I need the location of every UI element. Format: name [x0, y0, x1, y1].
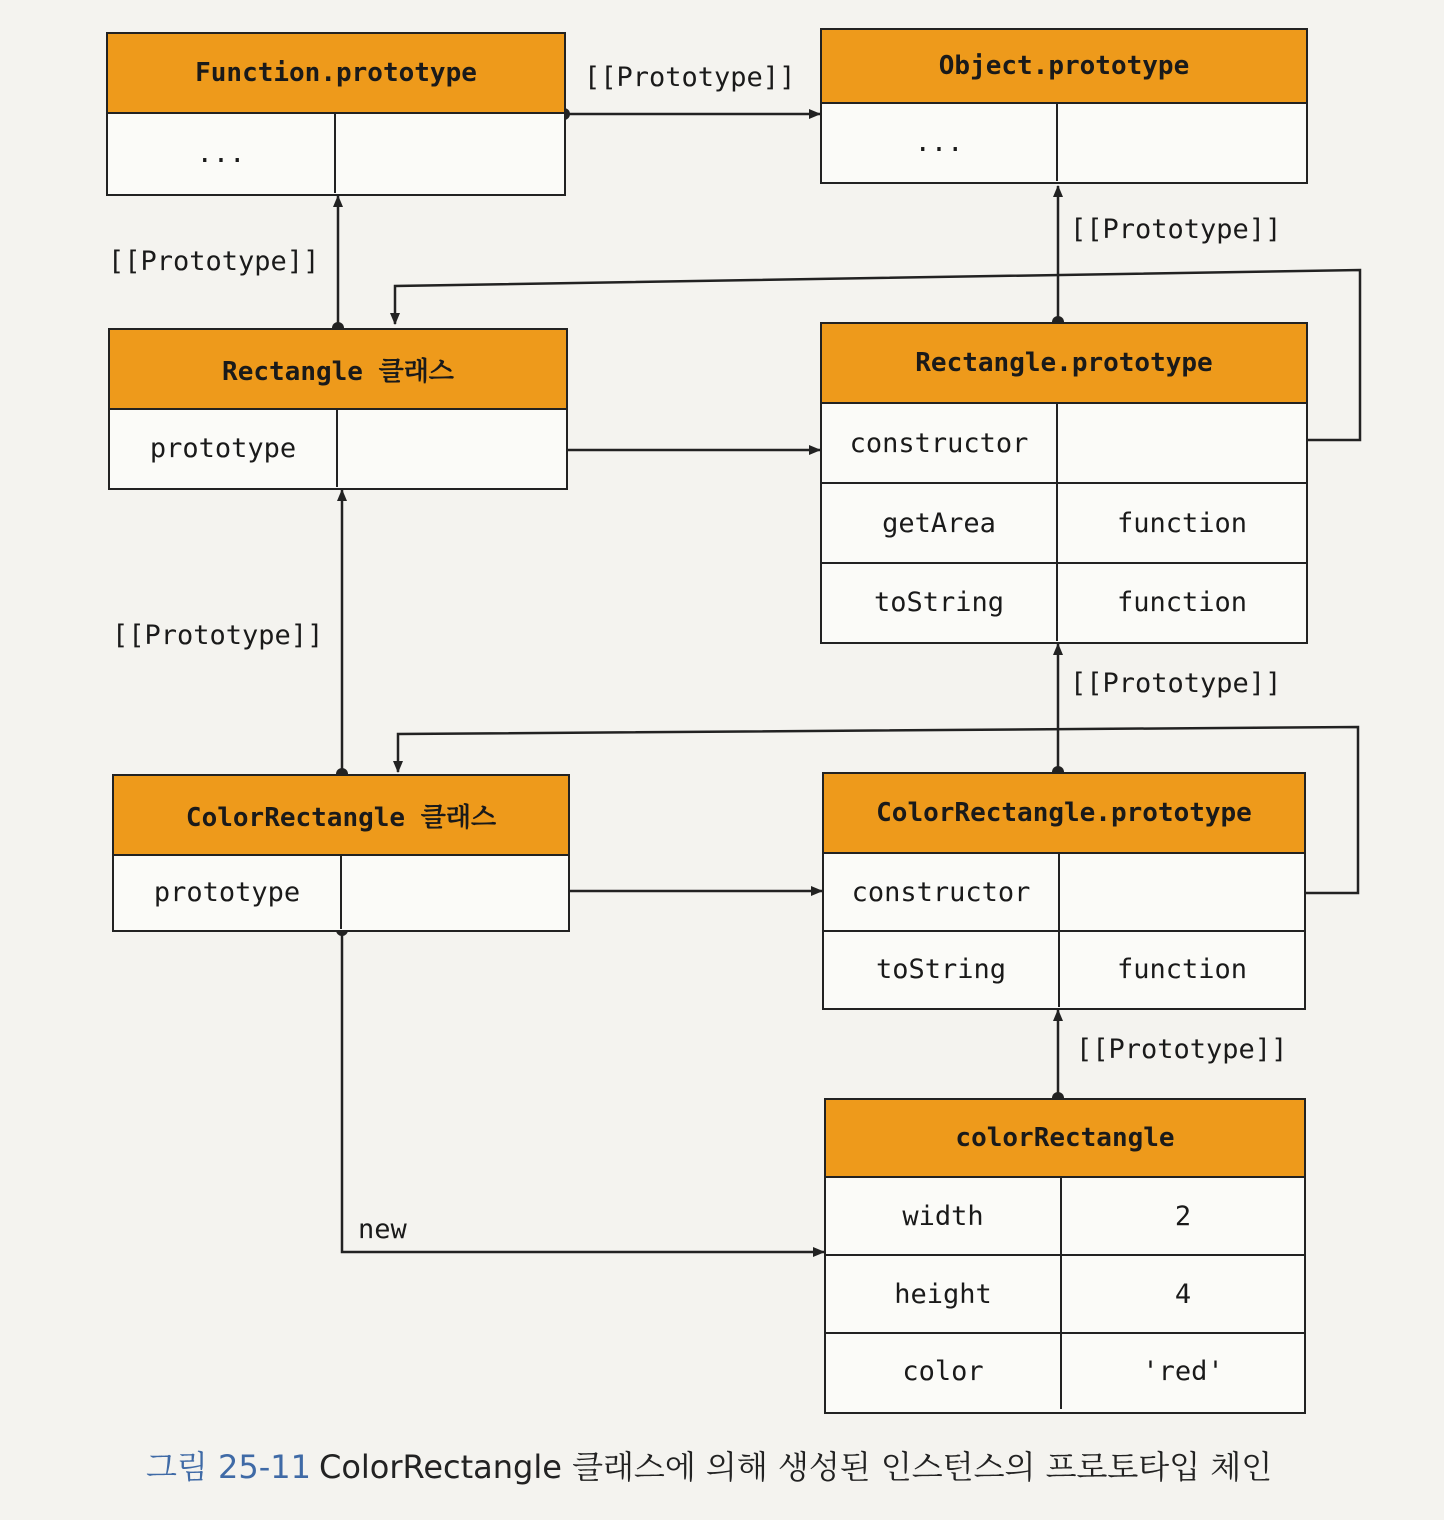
object-prototype-row-key: ... — [822, 104, 1058, 181]
colorrectangle-instance-row-height — [826, 1256, 1304, 1334]
rectangle-class-row — [110, 410, 566, 487]
rectangle-prototype-row-value: function — [1116, 587, 1248, 618]
edge-label-colorrectangle-class-to-rectangle-class: [[Prototype]] — [112, 620, 324, 651]
colorrectangle-class-row — [114, 856, 568, 929]
rectangle-class-box — [108, 328, 568, 490]
rectangle-class-row-key: prototype — [110, 410, 338, 487]
colorrectangle-instance-box — [824, 1098, 1306, 1414]
rectangle-prototype-box — [820, 322, 1308, 644]
edge-label-colorrectangle-prototype-to-rectangle-prototype: [[Prototype]] — [1070, 668, 1282, 699]
edge-label-instance-to-colorrectangle-prototype: [[Prototype]] — [1076, 1034, 1288, 1065]
edge-label-rectangle-prototype-to-object: [[Prototype]] — [1070, 214, 1282, 245]
edge-label-function-to-object: [[Prototype]] — [584, 62, 796, 93]
colorrectangle-instance-row-value: 2 — [1174, 1200, 1192, 1232]
function-prototype-row — [108, 114, 564, 193]
colorrectangle-instance-row-key: color — [826, 1334, 1062, 1409]
colorrectangle-class-row-value — [342, 856, 568, 929]
edge-new — [342, 930, 824, 1252]
colorrectangle-prototype-row-value — [1060, 854, 1304, 930]
object-prototype-title: Object.prototype — [822, 30, 1306, 104]
colorrectangle-class-box — [112, 774, 570, 932]
function-prototype-row-key: ... — [108, 114, 336, 193]
rectangle-class-title: Rectangle 클래스 — [110, 330, 566, 410]
colorrectangle-instance-row-color — [826, 1334, 1304, 1409]
edge-label-new: new — [358, 1214, 407, 1245]
colorrectangle-instance-row-key: width — [826, 1178, 1062, 1254]
rectangle-prototype-row-value: function — [1116, 507, 1248, 539]
colorrectangle-instance-row-value: 'red' — [1142, 1356, 1224, 1387]
object-prototype-box — [820, 28, 1308, 184]
colorrectangle-prototype-row-value: function — [1116, 954, 1248, 985]
colorrectangle-instance-row-value: 4 — [1174, 1278, 1192, 1310]
colorrectangle-prototype-row-key: constructor — [824, 854, 1060, 930]
rectangle-prototype-row-key: constructor — [822, 404, 1058, 482]
figure-number: 그림 25-11 — [146, 1448, 311, 1486]
rectangle-prototype-row-tostring — [822, 564, 1306, 641]
figure-caption-text: ColorRectangle 클래스에 의해 생성된 인스턴스의 프로토타입 체인 — [318, 1448, 1273, 1486]
colorrectangle-class-title: ColorRectangle 클래스 — [114, 776, 568, 856]
edge-label-rectangle-class-to-function: [[Prototype]] — [108, 246, 320, 277]
rectangle-prototype-row-key: getArea — [822, 484, 1058, 562]
object-prototype-row-value — [1058, 104, 1306, 181]
rectangle-prototype-row-constructor — [822, 404, 1306, 484]
colorrectangle-class-row-key: prototype — [114, 856, 342, 929]
colorrectangle-prototype-box — [822, 772, 1306, 1010]
function-prototype-title: Function.prototype — [108, 34, 564, 114]
colorrectangle-prototype-row-tostring — [824, 932, 1304, 1007]
function-prototype-row-value — [336, 114, 564, 193]
figure-caption — [146, 1442, 1272, 1488]
function-prototype-box — [106, 32, 566, 196]
colorrectangle-instance-row-key: height — [826, 1256, 1062, 1332]
rectangle-prototype-row-value — [1058, 404, 1306, 482]
colorrectangle-instance-row-width — [826, 1178, 1304, 1256]
rectangle-prototype-row-key: toString — [822, 564, 1058, 641]
colorrectangle-prototype-row-key: toString — [824, 932, 1060, 1007]
colorrectangle-prototype-title: ColorRectangle.prototype — [824, 774, 1304, 854]
rectangle-class-row-value — [338, 410, 566, 487]
rectangle-prototype-title: Rectangle.prototype — [822, 324, 1306, 404]
object-prototype-row — [822, 104, 1306, 181]
rectangle-prototype-row-getarea — [822, 484, 1306, 564]
colorrectangle-prototype-row-constructor — [824, 854, 1304, 932]
colorrectangle-instance-title: colorRectangle — [826, 1100, 1304, 1178]
